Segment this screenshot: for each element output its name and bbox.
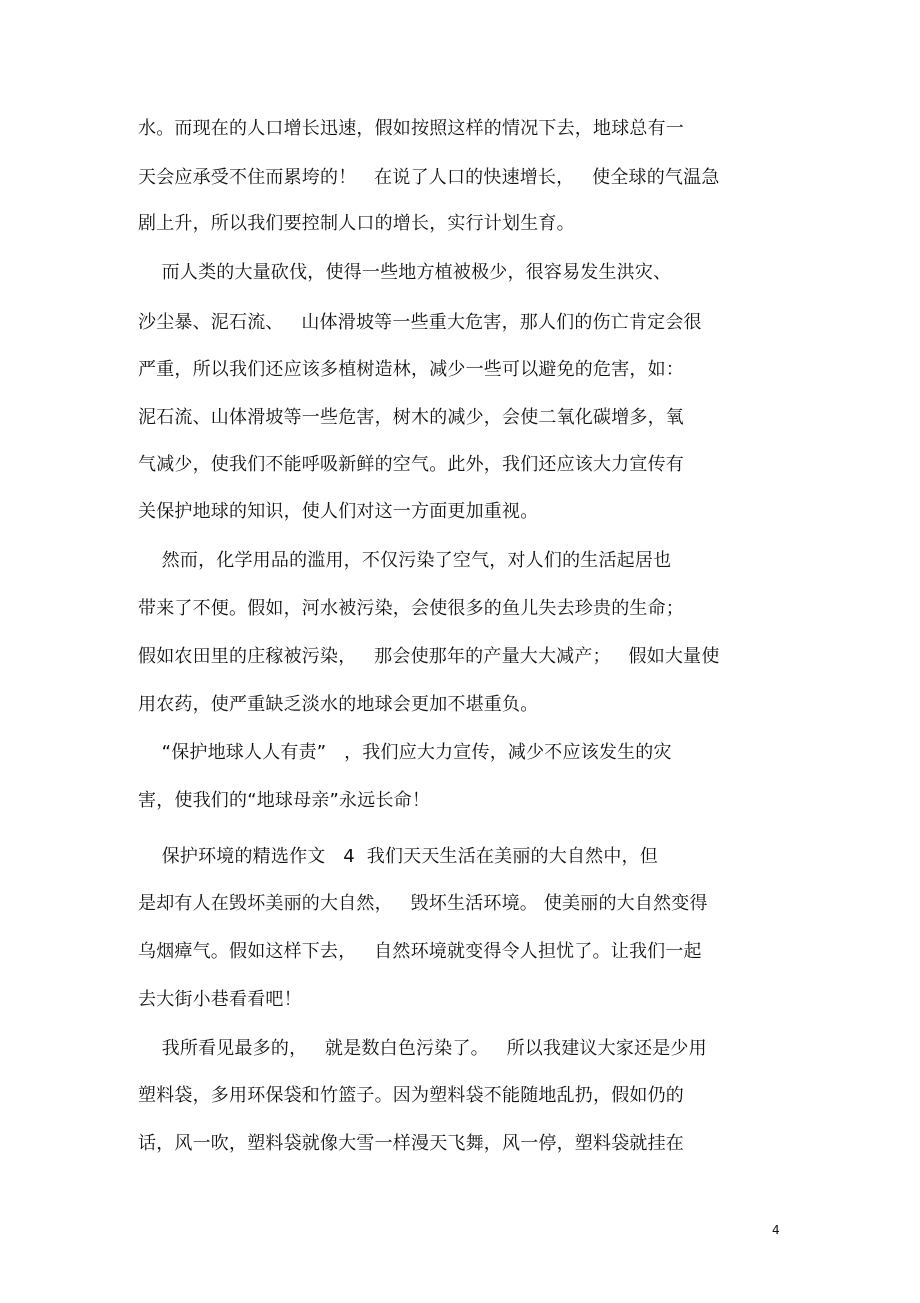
text-line: 害，使我们的“地球母亲”永远长命！	[138, 790, 431, 811]
text-line: 假如农田里的庄稼被污染， 那会使那年的产量大大减产； 假如大量使	[138, 646, 720, 667]
text-line: 关保护地球的知识，使人们对这一方面更加重视。	[138, 501, 539, 522]
text-line: “保护地球人人有责” ，我们应大力宣传，减少不应该发生的灾	[138, 742, 672, 763]
text-line: 塑料袋，多用环保袋和竹篮子。因为塑料袋不能随地乱扔，假如仍的	[138, 1085, 684, 1106]
text-line: 带来了不便。假如，河水被污染，会使很多的鱼儿失去珍贵的生命；	[138, 598, 684, 619]
text-line: 保护环境的精选作文 4 我们天天生活在美丽的大自然中，但	[138, 846, 658, 867]
text-line: 然而，化学用品的滥用，不仅污染了空气，对人们的生活起居也	[138, 550, 672, 571]
text-line: 话，风一吹，塑料袋就像大雪一样漫天飞舞，风一停，塑料袋就挂在	[138, 1133, 684, 1154]
text-line: 沙尘暴、泥石流、 山体滑坡等一些重大危害，那人们的伤亡肯定会很	[138, 312, 702, 333]
text-line: 去大街小巷看看吧！	[138, 989, 302, 1010]
text-line: 气减少，使我们不能呼吸新鲜的空气。此外，我们还应该大力宣传有	[138, 454, 684, 475]
text-line: 而人类的大量砍伐，使得一些地方植被极少，很容易发生洪灾、	[138, 262, 672, 283]
text-line: 我所看见最多的， 就是数白色污染了。 所以我建议大家还是少用	[138, 1038, 707, 1059]
text-line: 用农药，使严重缺乏淡水的地球会更加不堪重负。	[138, 694, 539, 715]
text-line: 剧上升，所以我们要控制人口的增长，实行计划生育。	[138, 213, 575, 234]
text-line: 是却有人在毁坏美丽的大自然， 毁坏生活环境。 使美丽的大自然变得	[138, 893, 708, 914]
text-line: 严重，所以我们还应该多植树造林，减少一些可以避免的危害，如：	[138, 359, 684, 380]
text-line: 乌烟瘴气。假如这样下去， 自然环境就变得令人担忧了。让我们一起	[138, 941, 702, 962]
text-line: 水。而现在的人口增长迅速，假如按照这样的情况下去，地球总有一	[138, 118, 684, 139]
page-number: 4	[772, 1223, 780, 1237]
text-line: 泥石流、山体滑坡等一些危害，树木的减少，会使二氧化碳增多，氧	[138, 407, 684, 428]
text-line: 天会应承受不住而累垮的！ 在说了人口的快速增长， 使全球的气温急	[138, 167, 720, 188]
